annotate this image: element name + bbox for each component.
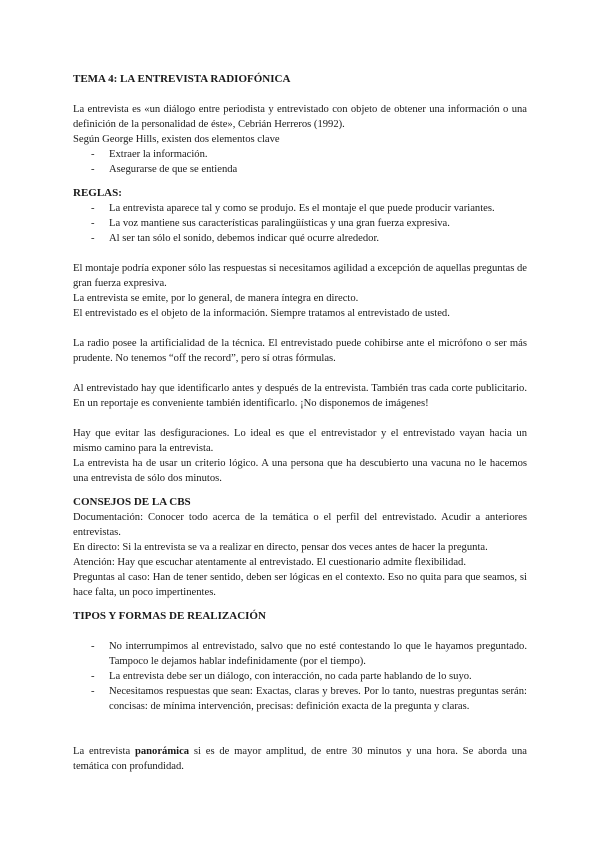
identify-paragraph: Al entrevistado hay que identificarlo antes y después de la entrevista. También tras cada corte publicitario. En un reportaje es conveniente también identificarlo. ¡No disponemos de imágenes! xyxy=(73,383,527,409)
rules-heading: REGLAS: xyxy=(73,187,122,199)
cbs-documentacion: Documentación: Conocer todo acerca de la temática o el perfil del entrevistado. Acudir a anteriores entrevistas. xyxy=(73,512,527,538)
document-body xyxy=(73,72,527,774)
tipos-heading: TIPOS Y FORMAS DE REALIZACIÓN xyxy=(73,610,266,622)
radio-paragraph: La radio posee la artificialidad de la técnica. El entrevistado puede cohibirse ante el micrófono o ser más prudente. No tenemos “off the record”, pero sí otras fórmulas. xyxy=(73,338,527,364)
desfiguraciones-paragraph: Hay que evitar las desfiguraciones. Lo ideal es que el entrevistador y el entrevistado vayan hacia un mismo camino para la entrevista. xyxy=(73,428,527,454)
list-item: - La voz mantiene sus características paralingüísticas y una gran fuerza expresiva. xyxy=(73,216,527,231)
cbs-preguntas: Preguntas al caso: Han de tener sentido, deben ser lógicas en el contexto. Eso no quita para que seamos, si hace falta, un poco impertinentes. xyxy=(73,572,527,598)
intro-definition: La entrevista es «un diálogo entre periodista y entrevistado con objeto de obtener una información o una definición de la personalidad de éste», Cebrián Herreros (1992). xyxy=(73,104,527,130)
cbs-en-directo: En directo: Si la entrevista se va a realizar en directo, pensar dos veces antes de hacer la pregunta. xyxy=(73,542,488,553)
panoramica-paragraph xyxy=(73,744,527,774)
rules-list xyxy=(73,201,527,246)
list-item: - No interrumpimos al entrevistado, salvo que no esté contestando lo que le hayamos preguntado. Tampoco le dejamos hablar indefinidamente (por el tiempo). xyxy=(73,639,527,669)
list-item: - Necesitamos respuestas que sean: Exactas, claras y breves. Por lo tanto, nuestras preguntas serán: concisas: de mínima intervención, precisas: definición exacta de la pregunta y claras. xyxy=(73,684,527,714)
montaje-paragraph: El montaje podría exponer sólo las respuestas si necesitamos agilidad a excepción de aquellas preguntas de gran fuerza expresiva. xyxy=(73,263,527,289)
key-elements-list xyxy=(73,147,527,177)
emision-paragraph: La entrevista se emite, por lo general, de manera íntegra en directo. xyxy=(73,293,359,304)
tipos-list xyxy=(73,639,527,714)
document-title: TEMA 4: LA ENTREVISTA RADIOFÓNICA xyxy=(73,73,291,85)
list-item: - Asegurarse de que se entienda xyxy=(73,162,527,177)
cbs-heading: CONSEJOS DE LA CBS xyxy=(73,496,191,508)
hills-lead: Según George Hills, existen dos elementos clave xyxy=(73,134,280,145)
criterio-paragraph: La entrevista ha de usar un criterio lógico. A una persona que ha descubierto una vacuna no le hacemos una entrevista de sólo dos minutos. xyxy=(73,458,527,484)
list-item: - La entrevista aparece tal y como se produjo. Es el montaje el que puede producir variantes. xyxy=(73,201,527,216)
panoramica-after: si es de mayor amplitud, de entre 30 minutos y una hora. Se aborda una temática con profundidad. xyxy=(73,746,527,772)
cbs-atencion: Atención: Hay que escuchar atentamente al entrevistado. El cuestionario admite flexibilidad. xyxy=(73,557,466,568)
entrevistado-paragraph: El entrevistado es el objeto de la información. Siempre tratamos al entrevistado de usted. xyxy=(73,308,450,319)
panoramica-term: panorámica xyxy=(134,746,190,757)
list-item: - Extraer la información. xyxy=(73,147,527,162)
list-item: - Al ser tan sólo el sonido, debemos indicar qué ocurre alrededor. xyxy=(73,231,527,246)
panoramica-before: La entrevista xyxy=(73,746,135,757)
list-item: - La entrevista debe ser un diálogo, con interacción, no cada parte hablando de lo suyo. xyxy=(73,669,527,684)
